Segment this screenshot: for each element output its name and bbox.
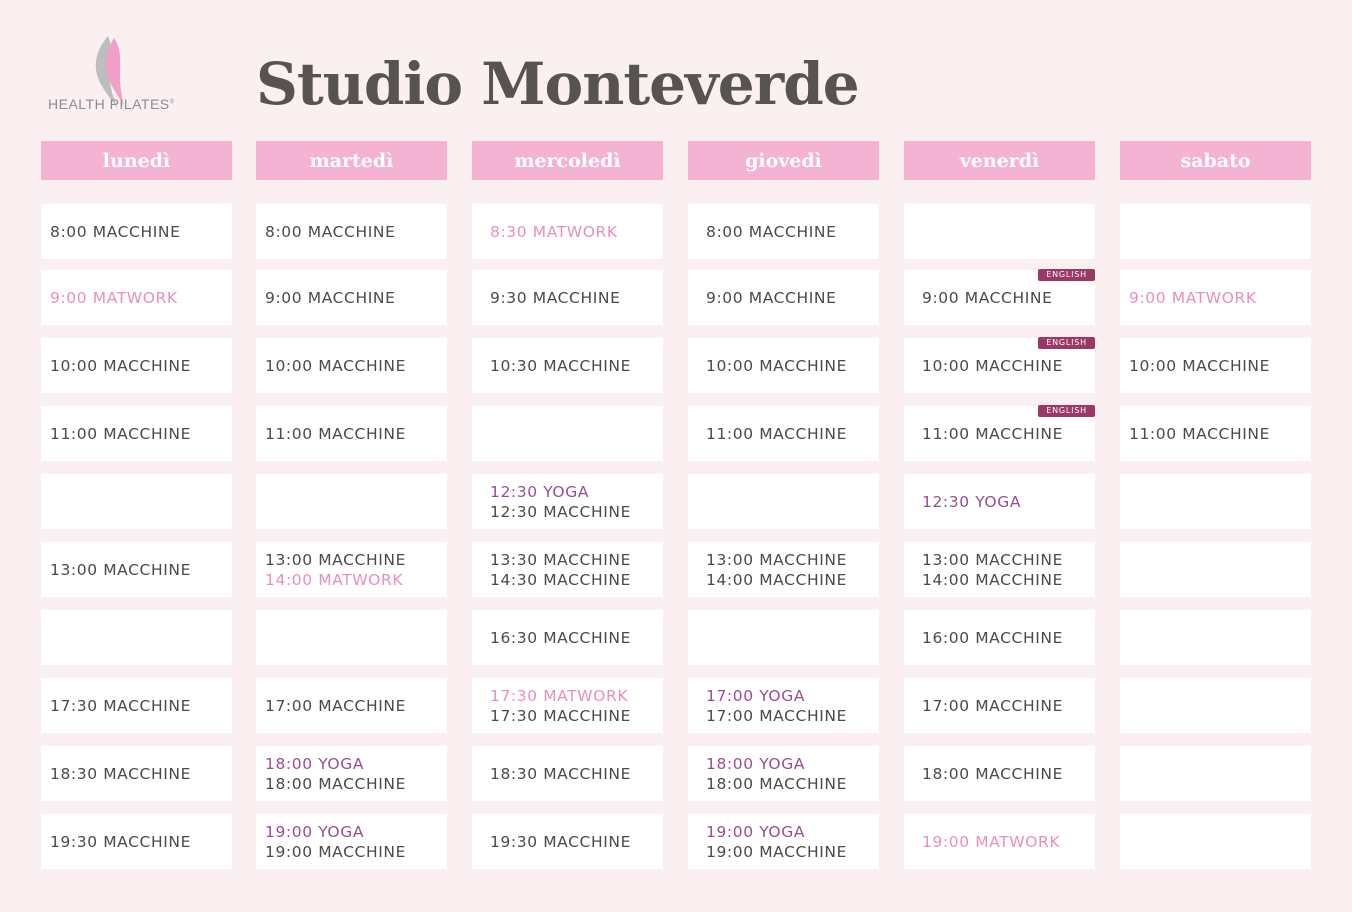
schedule-cell	[41, 270, 232, 325]
schedule-cell	[904, 204, 1095, 259]
class-machine: 11:00 MACCHINE	[50, 424, 191, 443]
schedule-cell	[472, 270, 663, 325]
schedule-cell	[256, 474, 447, 529]
schedule-cell	[1120, 610, 1311, 665]
schedule-cell	[41, 814, 232, 869]
schedule-cell	[41, 204, 232, 259]
class-machine: 10:00 MACCHINE	[50, 356, 191, 375]
schedule-cell	[472, 542, 663, 597]
class-machine: 19:30 MACCHINE	[490, 832, 631, 851]
day-header: sabato	[1120, 141, 1311, 180]
class-machine: 10:00 MACCHINE	[1129, 356, 1270, 375]
schedule-cell	[41, 406, 232, 461]
schedule-cell	[688, 338, 879, 393]
schedule-cell	[1120, 338, 1311, 393]
class-machine: 19:00 MACCHINE	[706, 842, 847, 861]
schedule-cell	[1120, 474, 1311, 529]
schedule-cell	[904, 542, 1095, 597]
schedule-cell	[688, 814, 879, 869]
schedule-cell	[41, 610, 232, 665]
schedule-cell	[1120, 678, 1311, 733]
class-machine: 9:30 MACCHINE	[490, 288, 621, 307]
schedule-cell	[256, 610, 447, 665]
class-yoga: 12:30 YOGA	[922, 492, 1022, 511]
schedule-cell	[472, 204, 663, 259]
schedule-cell	[41, 678, 232, 733]
schedule-cell	[904, 338, 1095, 393]
class-machine: 18:30 MACCHINE	[50, 764, 191, 783]
schedule-cell	[256, 270, 447, 325]
schedule-cell	[256, 542, 447, 597]
english-badge: ENGLISH	[1038, 269, 1095, 281]
schedule-cell	[688, 678, 879, 733]
class-yoga: 18:00 YOGA	[265, 754, 365, 773]
class-machine: 19:00 MACCHINE	[265, 842, 406, 861]
english-badge: ENGLISH	[1038, 337, 1095, 349]
english-badge: ENGLISH	[1038, 405, 1095, 417]
class-machine: 13:00 MACCHINE	[706, 550, 847, 569]
class-machine: 10:30 MACCHINE	[490, 356, 631, 375]
class-machine: 14:30 MACCHINE	[490, 570, 631, 589]
class-machine: 17:30 MACCHINE	[490, 706, 631, 725]
class-machine: 18:00 MACCHINE	[706, 774, 847, 793]
schedule-cell	[904, 474, 1095, 529]
class-machine: 12:30 MACCHINE	[490, 502, 631, 521]
schedule-cell	[688, 746, 879, 801]
class-matwork: 9:00 MATWORK	[50, 288, 178, 307]
class-machine: 9:00 MACCHINE	[922, 288, 1053, 307]
class-machine: 8:00 MACCHINE	[706, 222, 837, 241]
class-machine: 11:00 MACCHINE	[265, 424, 406, 443]
schedule-cell	[688, 204, 879, 259]
schedule-cell	[904, 678, 1095, 733]
class-machine: 13:00 MACCHINE	[265, 550, 406, 569]
class-machine: 18:30 MACCHINE	[490, 764, 631, 783]
schedule-cell	[688, 474, 879, 529]
schedule-cell	[1120, 542, 1311, 597]
schedule-cell	[1120, 814, 1311, 869]
class-machine: 14:00 MACCHINE	[706, 570, 847, 589]
class-machine: 13:00 MACCHINE	[922, 550, 1063, 569]
schedule-cell	[256, 746, 447, 801]
schedule-cell	[472, 746, 663, 801]
class-machine: 10:00 MACCHINE	[265, 356, 406, 375]
schedule-cell	[1120, 204, 1311, 259]
class-machine: 19:30 MACCHINE	[50, 832, 191, 851]
schedule-cell	[41, 746, 232, 801]
health-pilates-logo	[46, 34, 186, 116]
class-machine: 17:30 MACCHINE	[50, 696, 191, 715]
class-matwork: 17:30 MATWORK	[490, 686, 629, 705]
class-yoga: 19:00 YOGA	[706, 822, 806, 841]
schedule-cell	[472, 814, 663, 869]
schedule-cell	[472, 610, 663, 665]
class-matwork: 19:00 MATWORK	[922, 832, 1061, 851]
class-yoga: 17:00 YOGA	[706, 686, 806, 705]
schedule-cell	[688, 610, 879, 665]
schedule-cell	[472, 474, 663, 529]
schedule-cell	[688, 542, 879, 597]
schedule-cell	[256, 338, 447, 393]
class-machine: 11:00 MACCHINE	[706, 424, 847, 443]
class-machine: 17:00 MACCHINE	[922, 696, 1063, 715]
schedule-cell	[1120, 270, 1311, 325]
day-header: giovedì	[688, 141, 879, 180]
schedule-cell	[1120, 746, 1311, 801]
schedule-cell	[1120, 406, 1311, 461]
class-matwork: 14:00 MATWORK	[265, 570, 404, 589]
class-machine: 11:00 MACCHINE	[1129, 424, 1270, 443]
class-machine: 9:00 MACCHINE	[706, 288, 837, 307]
schedule-cell	[256, 204, 447, 259]
schedule-cell	[904, 406, 1095, 461]
class-matwork: 9:00 MATWORK	[1129, 288, 1257, 307]
schedule-cell	[41, 474, 232, 529]
schedule-cell	[256, 678, 447, 733]
class-machine: 11:00 MACCHINE	[922, 424, 1063, 443]
class-machine: 10:00 MACCHINE	[922, 356, 1063, 375]
schedule-cell	[904, 270, 1095, 325]
schedule-cell	[472, 338, 663, 393]
class-machine: 13:30 MACCHINE	[490, 550, 631, 569]
schedule-cell	[904, 746, 1095, 801]
day-header: lunedì	[41, 141, 232, 180]
class-yoga: 12:30 YOGA	[490, 482, 590, 501]
class-machine: 16:30 MACCHINE	[490, 628, 631, 647]
schedule-cell	[472, 678, 663, 733]
class-yoga: 18:00 YOGA	[706, 754, 806, 773]
schedule-cell	[688, 270, 879, 325]
class-machine: 17:00 MACCHINE	[265, 696, 406, 715]
schedule-cell	[256, 814, 447, 869]
day-header: mercoledì	[472, 141, 663, 180]
class-matwork: 8:30 MATWORK	[490, 222, 618, 241]
class-machine: 8:00 MACCHINE	[265, 222, 396, 241]
schedule-cell	[256, 406, 447, 461]
class-machine: 8:00 MACCHINE	[50, 222, 181, 241]
class-machine: 17:00 MACCHINE	[706, 706, 847, 725]
schedule-cell	[472, 406, 663, 461]
class-machine: 14:00 MACCHINE	[922, 570, 1063, 589]
schedule-cell	[41, 338, 232, 393]
class-machine: 16:00 MACCHINE	[922, 628, 1063, 647]
schedule-cell	[904, 814, 1095, 869]
schedule-cell	[904, 610, 1095, 665]
logo-text: HEALTH PILATES®	[48, 96, 175, 112]
day-header: venerdì	[904, 141, 1095, 180]
class-machine: 10:00 MACCHINE	[706, 356, 847, 375]
class-machine: 18:00 MACCHINE	[922, 764, 1063, 783]
class-machine: 9:00 MACCHINE	[265, 288, 396, 307]
day-header: martedì	[256, 141, 447, 180]
schedule-cell	[688, 406, 879, 461]
class-machine: 13:00 MACCHINE	[50, 560, 191, 579]
class-yoga: 19:00 YOGA	[265, 822, 365, 841]
schedule-cell	[41, 542, 232, 597]
page-title: Studio Monteverde	[256, 50, 859, 118]
class-machine: 18:00 MACCHINE	[265, 774, 406, 793]
